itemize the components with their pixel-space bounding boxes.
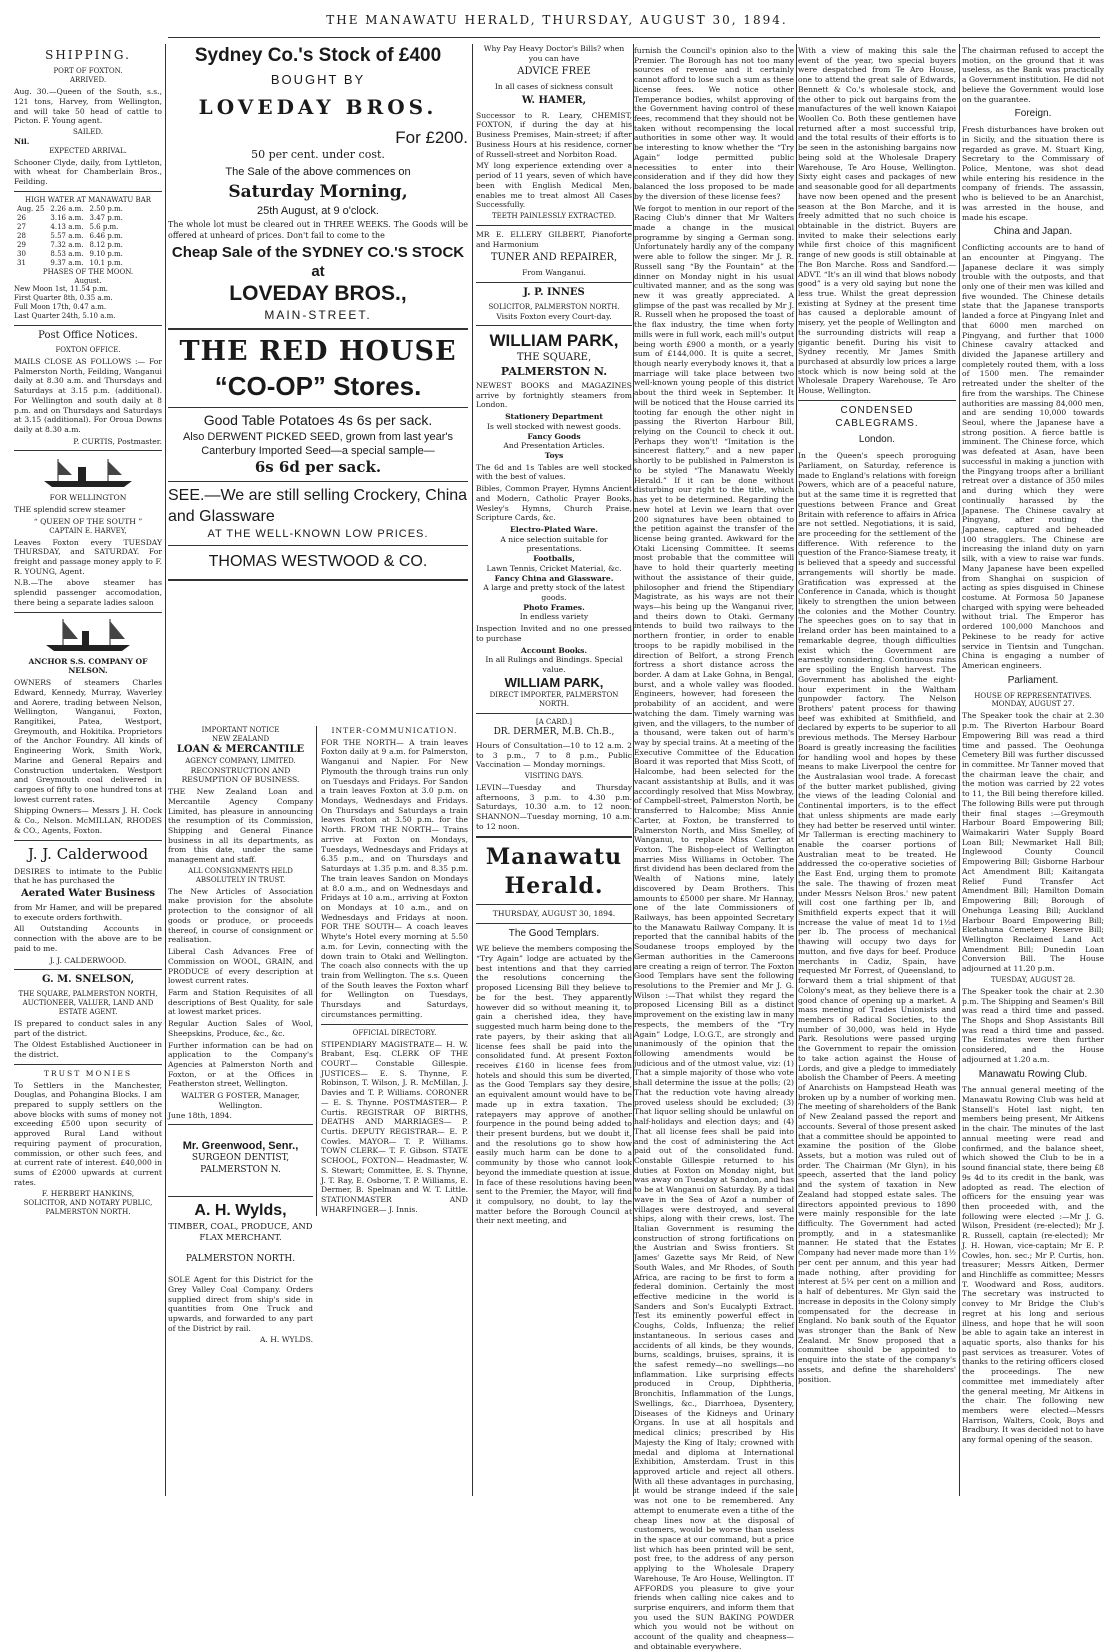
herald-title: Manawatu Herald.: [485, 844, 623, 899]
recon-heading: RECONSTRUCTION AND RESUMPTION OF BUSINESS.: [181, 765, 300, 785]
high-water-cell: 26: [17, 213, 26, 222]
moon-phase: New Moon 1st, 11.54 p.m.: [14, 285, 108, 294]
foster-sign: WALTER G FOSTER, Manager, Wellington.: [181, 1091, 300, 1110]
divider: [14, 612, 162, 613]
further-text: Further information can be had on application to the Company's Agencies at Palmerston North and Foxton, or at the Offices in Featherston street, Wellington.: [168, 1040, 313, 1089]
snelson-text: IS prepared to conduct sales in any part of the district.: [14, 1018, 162, 1038]
high-water-row: [14, 259, 126, 268]
account-heading: Account Books.: [520, 645, 588, 655]
sole-text: SOLE Agent for this District for the Grey Valley Coal Company. Orders supplied direct from ship's side in quantities from One Truck and upwards, and forwarded to any part of the District by rail.: [168, 1275, 313, 1333]
inter-heading: INTER-COMMUNICATION.: [331, 726, 458, 735]
park-square: THE SQUARE,: [516, 352, 592, 364]
high-water-row: [14, 250, 126, 259]
post-office-text: MAILS CLOSE AS FOLLOWS :— For Palmerston North, Feilding, Wanganui daily at 8.30 a.m. and Thursdays and Saturdays at 3.15 p.m. (additional). For Wellington and south daily at 8 p.m. and on Thursdays and Saturdays at 3.15 (additional). For Oroua Downs daily at 8.30 a.m.: [14, 357, 162, 435]
divider: [168, 545, 468, 546]
card-label: [A CARD.]: [535, 718, 572, 727]
drapery-text: With a view of making this sale the event of the year, two special buyers were despatched from Te Aro House, one to attend the great sale of Edwards, Bennett & Co.'s wholesale stock, and the other to pick out bargains from the manufactures of the well known Kaiapoi Woollen Co. Both these gentlemen have returned after a most successful trip, and the total results of their efforts is to be seen in the astonishing bargains now being sold at the Wholesale Drapery Warehouse, Te Aro House, Wellington. Sixty eight cases and packages of new and seasonable good for all departments have now been opened and the present season at the Bon Marche, and it is freely admitted that no such choice is obtainable in the district. Buyers are invited to make their selections early while first choice of this magnificent range of new goods is still obtainable at The Bon Marche. Ross and Sandford.—ADVT. “It's an ill wind that blows nobody good” is a very old saying but none the less true. Whilst the great depression existing at Sydney at the present time has caused a deplorable amount of misery, yet the people of Wellington and the surrounding districts will reap a gigantic benefit. During his visit to Sydney recently, Mr James Smith purchased at absurdly low prices a large stock which is now being sold at the Wholesale Drapery Warehouse, Te Aro House, Wellington.: [798, 46, 956, 396]
fancy-heading: Fancy Goods: [527, 431, 581, 441]
divider: [168, 481, 468, 482]
steamship-icon: [38, 455, 138, 489]
calderwood-heading: J. J. Calderwood: [27, 844, 149, 863]
loveday-heading-2: LOVEDAY BROS.,: [229, 282, 407, 306]
hamer-heading: W. HAMER,: [521, 94, 587, 106]
derwent-text: Also DERWENT PICKED SEED, grown from last year's Canterbury Imported Seed—a special sample—: [182, 431, 454, 458]
divider: [798, 400, 956, 401]
consign-heading: ALL CONSIGNMENTS HELD ABSOLUTELY IN TRUST.: [188, 866, 293, 884]
post-office-sign: P. CURTIS, Postmaster.: [73, 436, 162, 446]
recon-text: THE New Zealand Loan and Mercantile Agency Company Limited, has pleasure in announcing the resumption of its Commission, Shipping and General Finance business in all its departments, as from this date, under the same management and staff.: [168, 787, 313, 865]
steamer-text: THE splendid screw steamer: [14, 505, 126, 515]
june-date: June 18th, 1894.: [168, 1110, 232, 1120]
timber-heading: TIMBER, COAL, PRODUCE, AND FLAX MERCHANT.: [168, 1221, 313, 1243]
divider: [321, 1024, 468, 1025]
high-water-cell: 8.53 a.m.: [50, 249, 84, 258]
moon-phase: Last Quarter 24th, 5.10 a.m.: [14, 312, 116, 321]
divider: [476, 904, 632, 905]
calderwood-text-3: All Outstanding Accounts in connection with the above are to be paid to me.: [14, 924, 162, 953]
inspect-text: Inspection Invited and no one pressed to purchase: [476, 624, 632, 643]
high-water-row: [14, 205, 126, 214]
bibles-text: Bibles, Common Prayer, Hymns Ancient and Modern, Catholic Prayer Books, Wesley's Hymns, Church Praise, Scripture Cards, &c.: [476, 484, 632, 523]
high-water-cell: 2.50 p.m.: [89, 204, 123, 213]
price-for-200: For £200.: [395, 127, 468, 147]
high-water-cell: 7.32 a.m.: [50, 240, 84, 249]
red-house-heading: THE RED HOUSE: [179, 336, 457, 368]
divider: [168, 407, 468, 408]
monday-heading: MONDAY, AUGUST 27.: [991, 700, 1075, 709]
farm-text: Farm and Station Requisites of all descriptions of Best Quality, for sale at lowest market prices.: [168, 987, 313, 1017]
tuner-heading: TUNER AND REPAIRER,: [490, 252, 618, 264]
masthead-title: THE MANAWATU HERALD, THURSDAY, AUGUST 30, 1894.: [326, 13, 788, 27]
high-water-row: [14, 241, 126, 250]
high-water-cell: 3.16 a.m.: [50, 213, 84, 222]
loveday-heading: LOVEDAY BROS.: [198, 94, 438, 119]
main-street: MAIN-STREET.: [264, 307, 372, 322]
aerated-heading: Aerated Water Business: [21, 888, 155, 900]
nz-heading: NEW ZEALAND: [211, 734, 270, 743]
anchor-text: OWNERS of steamers Charles Edward, Kennedy, Murray, Waverley and Aorere, trading between Nelson, Wellington, Wanganui, Foxton, Rangitikei, Patea, Westport, Greymouth, and Hokitika. Proprietors of the Anchor Foundry. All kinds of Engineering Work, Smith Work, Marine and General Repairs and Construction undertaken. Westport and Greymouth coal delivered in cargoes of fifty to one hundred tons at lowest current rates.: [14, 678, 162, 804]
official-text: STIPENDIARY MAGISTRATE— H. W. Brabant, Esq. CLERK OF THE COURT— Constable Gillespie. JUSTICES— E. S. Thynne, F. Robinson, T. Wilson, J. R. McMillan, J. Davies and T. P. Williams. CORONER— E. S. Thynne. POSTMASTER— P. Curtis. REGISTRAR OF BIRTHS, DEATHS AND MARRIAGES— P. Curtis. DEPUTY REGISTRAR— E. P. Cowles. MAYOR— T. P. Williams. TOWN CLERK— T. F. Gibson. STATE SCHOOL, FOXTON— Headmaster, W. S. Stewart; Committee, E. S. Thynne, J. T. Ray, E. Osborne, T. P. Williams, E. Dermer, B. Spelman and W. T. Little. STATIONMASTER AND WHARFINGER— J. Innis.: [321, 1039, 468, 1214]
hankins-role: SOLICITOR, AND NOTARY PUBLIC, PALMERSTON NORTH.: [23, 1199, 153, 1217]
trust-text: To Settlers in the Manchester, Douglas, and Pohangina Blocks. I am prepared to supply settlers on the above blocks with sums of money not exceeding £500 upon security of approved Rural Land without requiring payment of procuration, commission, or other such fees, and at current rate of interest. £40,000 in sums of £2000 upwards at current rates.: [14, 1080, 162, 1187]
electro-heading: Electro-Plated Ware.: [510, 525, 598, 534]
divider: [14, 450, 162, 451]
park-heading: WILLIAM PARK,: [489, 331, 619, 351]
divider: [476, 325, 632, 326]
china-japan-heading: China and Japan.: [993, 226, 1073, 238]
rowing-text: The annual general meeting of the Manawatu Rowing Club was held at Stansell's Hotel last night, ten members being present, Mr Aitkens in the chair. The minutes of the last annual meeting were read and confirmed, and the balance sheet, which showed the Club to be in a sound financial state, there being £8 9s 4d to its credit in the bank, was adopted as read. The election of officers for the ensuing year was then proceeded with, and the following were elected :—Mr J. G. Wilson, President (re-elected); Mr J. R. Russell, captain (re-elected); Mr J. H. Howan, vice-captain; Mr E. P. Cowles, hon. sec.; Mr P. Curtis, hon. treasurer; Messrs Aitken, Dermer and Hinchliffe as committee; Messrs T. Woodward and Ross, auditors. The secretary was instructed to convey to Mr Bridge the Club's regret at his long and serious illness, and hope that he will soon be able to again take an interest in aquatic sports, also thanks for his past services as treasurer. Votes of thanks to the retiring officers closed the proceedings. The new committee met immediately after the general meeting, Mr Aitkens in the chair. The following new members were elected—Messrs Harrison, Walters, Cook, Boys and Bradbury. It was decided not to have any formal opening of the season.: [962, 1085, 1104, 1445]
high-water-cell: 31: [17, 258, 26, 267]
captain-text: CAPTAIN E. HARVEY,: [49, 526, 127, 535]
innes-role: SOLICITOR, PALMERSTON NORTH.: [488, 302, 620, 311]
official-heading: OFFICIAL DIRECTORY.: [352, 1028, 437, 1037]
tuesday-text: The Speaker took the chair at 2.30 p.m. The Shipping and Seamen's Bill was read a third time and passed. The Shops and Shop Assistants Bill was read a third time and passed. The Estimates were then further considered, and the House adjourned at 1.20 a.m.: [962, 986, 1104, 1064]
auction-text: Regular Auction Sales of Wool, Sheepskins, Produce, &c., &c.: [168, 1019, 313, 1038]
china-text: A large and pretty stock of the latest goods.: [483, 583, 625, 603]
high-water-table: [14, 205, 126, 268]
bought-by: BOUGHT BY: [270, 72, 366, 88]
post-office-heading: Post Office Notices.: [38, 330, 138, 342]
column-6: [962, 44, 1104, 1496]
arrived-heading: ARRIVED.: [69, 76, 107, 85]
loan-heading: LOAN & MERCANTILE: [176, 743, 305, 755]
wylds-sign: A. H. WYLDS.: [259, 1335, 313, 1345]
divider: [14, 191, 162, 192]
divider: [14, 1064, 162, 1065]
sydney-heading: Sydney Co.'s Stock of £400: [194, 45, 442, 66]
visiting-text: LEVIN—Tuesday and Thursday afternoons, 3 p.m. to 4.30 p.m. Saturdays, 10.30 a.m. to 12 noon. SHANNON—Tuesday morning, 10 a.m. to 12 noon.: [476, 782, 632, 831]
london-heading: London.: [858, 434, 896, 446]
tuesday-heading: TUESDAY, AUGUST 28.: [990, 975, 1076, 984]
cablegrams-heading: CONDENSED CABLEGRAMS.: [835, 404, 919, 429]
high-water-row: [14, 232, 126, 241]
high-water-cell: 28: [17, 231, 26, 240]
high-water-cell: 6.46 p.m.: [89, 231, 123, 240]
percent-text: 50 per cent. under cost.: [251, 148, 385, 162]
rowing-heading: Manawatu Rowing Club.: [978, 1068, 1088, 1080]
divider: [14, 969, 162, 970]
column-1: [14, 44, 162, 1496]
electro-text: A nice selection suitable for presentations.: [500, 534, 608, 554]
masthead-rule: [168, 37, 1100, 38]
why-pay: Why Pay Heavy Doctor's Bills? when you can have: [483, 44, 625, 63]
foreign-text: Fresh disturbances have broken out in Sicily, and the situation there is regarded as grave. M. Stuart King, Secretary to the Commissary of Police, Mentone, was shot dead while entering his residence in the company of friends. The assassin, who is believed to be an Anarchist, was arrested in the house, and made his escape.: [962, 125, 1104, 222]
divider: [168, 1124, 313, 1125]
footballs-heading: Footballs,: [533, 554, 575, 564]
liberal-text: Liberal Cash Advances Free of Commission on WOOL, GRAIN, and PRODUCE of every description at lowest current rates.: [168, 947, 313, 986]
divider: [476, 282, 632, 283]
arrived-text: Aug. 30.—Queen of the South, s.s., 121 tons, Harvey, from Wellington, and will take 50 head of cattle to Picton. F. Young agent.: [14, 87, 162, 126]
important-notice: IMPORTANT NOTICE: [201, 726, 280, 734]
account-text: In all Rulings and Bindings. Special value.: [485, 655, 623, 675]
teeth-text: TEETH PAINLESSLY EXTRACTED.: [492, 211, 616, 220]
presentation-text: And Presentation Articles.: [503, 441, 605, 451]
divider: [14, 325, 162, 326]
moon-phase: First Quarter 8th, 0.35 a.m.: [14, 294, 113, 303]
shipping-owners: Shipping Owners— Messrs J. H. Cock & Co., Nelson. McMILLAN, RHODES & CO., Agents, Foxton.: [14, 806, 162, 835]
photo-heading: Photo Frames.: [523, 602, 585, 612]
high-water-cell: 27: [17, 222, 26, 231]
nil-text: Nil.: [14, 137, 30, 147]
high-water-row: [14, 214, 126, 223]
masthead: [0, 0, 1114, 40]
trust-heading: TRUST MONIES: [43, 1068, 133, 1078]
moon-phase: Full Moon 17th, 0.47 a.m.: [14, 303, 107, 312]
monday-text: The Speaker took the chair at 2.30 p.m. The Riverton Harbour Board Empowering Bill was read a third time and passed. The Oeohunga Cemetery Bill was further discussed in committee. Mr Tanner moved that the chairman leave the chair, and the motion was carried by 22 votes to 11, the Bill being therefore killed. The following Bills were put through their final stages :—Greymouth Harbour Board Empowering Bill; Waimakariri Water Supply Board Loan Bill; Newmarket Hall Bill; Inglewood County Council Empowering Bill; Gisborne Harbour Act Amendment Bill; Kaitangata Relief Fund Transfer Act Amendment Bill; Hamilton Domain Empowering Bill; Borough of Onehunga Leasing Bill; Auckland Harbour Board Empowering Bill; Eketahuna Cemetery Reserve Bill; Wellington Reclaimed Land Act Amendment Bill; Dunedin Loan Conversion Bill. The House adjourned at 11.20 p.m.: [962, 711, 1104, 974]
house-heading: HOUSE OF REPRESENTATIVES.: [974, 691, 1092, 700]
china-japan-text: Conflicting accounts are to hand of an encounter at Pingyang. The Japanese declare it was simply trouble with the outposts, and that only one of their men was killed and five wounded. The Chinese details state that the Japanese transports landed a force at Pingyang Inlet and that 6000 men marched on Pingyang, and further that 1000 Chinese cavalry attacked and divided the Japanese artillery and completely routed them, with a loss of 1500 men. The remainder retreated under the shelter of the fire from the warships. The Chinese authorities are massing 84,000 men, and are sending 10,000 towards Seoul, where the Japanese have a strong position. A fierce battle is imminent. The Chinese force, which was defeated at Asan, have been successful in making a junction with the Pingyang troops after a brilliant retreat over a distance of 350 miles and during which they were continually harassed by the Japanese. The Chinese cavalry at Pingyang, after routing the Japanese, captured and beheaded 100 stragglers. The Chinese are increasing the inland duty on yarn silk, with a view to raise war funds. Many Japanese have been expelled from Shanghai on suspicion of acting as spies disguised in Chinese costume. At Formosa 50 Japanese charged with spying were beheaded without trial. The Emperor has ordered 100,000 Manchoos and Pekinese to be ready for active service in Tientsin and Tungchan. China is engaging a number of American engineers.: [962, 243, 1104, 670]
hankins-heading: F. HERBERT HANKINS,: [41, 1189, 135, 1199]
toys-text: The 6d and 1s Tables are well stocked with the best of values.: [476, 462, 632, 482]
high-water-cell: 5.6 p.m.: [89, 222, 119, 231]
divider: [476, 225, 632, 226]
books-text: NEWEST BOOKS and MAGAZINES arrive by fortnightly steamers from London.: [476, 380, 632, 410]
column-rule: [959, 44, 960, 1496]
high-water-cell: Aug. 25: [17, 204, 45, 213]
divider: [14, 840, 162, 841]
wanganui-text: From Wanganui.: [522, 268, 586, 278]
innes-heading: J. P. INNES: [523, 286, 585, 298]
cheap-heading: Cheap Sale of the SYDNEY CO.'S STOCK at: [171, 243, 465, 280]
port-heading: PORT OF FOXTON.: [53, 67, 123, 76]
calderwood-text: DESIRES to intimate to the Public that he has purchased the: [14, 866, 162, 886]
advice-heading: ADVICE FREE: [517, 66, 591, 78]
high-water-row: [14, 223, 126, 232]
park-palmerston: PALMERSTON N.: [500, 364, 608, 378]
sailing-ship-icon: [38, 617, 138, 653]
snelson-text-2: The Oldest Established Auctioneer in the district.: [14, 1040, 162, 1060]
ellery-text: MR E. ELLERY GILBERT, Pianoforte and Harmonium: [476, 229, 632, 249]
articles-text: The New Articles of Association make provision for the absolute protection to the consignor of all goods or produce, or proceeds thereof, in course of consignment or realisation.: [168, 886, 313, 945]
foreign-heading: Foreign.: [1014, 108, 1052, 120]
high-water-heading: HIGH WATER AT MANAWATU BAR: [24, 195, 152, 204]
high-water-cell: 4.13 a.m.: [50, 222, 84, 231]
stationery-text: Is well stocked with newest goods.: [487, 421, 621, 431]
inter-communication: [316, 726, 468, 1216]
high-water-cell: 9.37 a.m.: [50, 258, 84, 267]
high-water-cell: 30: [17, 249, 26, 258]
wylds-heading: A. H. Wylds,: [194, 1202, 287, 1220]
saturday-heading: Saturday Morning,: [228, 182, 408, 203]
greenwood-heading: Mr. Greenwood, Senr.,: [182, 1140, 299, 1153]
divider: [168, 579, 468, 581]
calderwood-text-2: from Mr Hamer, and will be prepared to execute orders forthwith.: [14, 902, 162, 922]
queen-title: “ QUEEN OF THE SOUTH ”: [33, 516, 143, 526]
for-wellington-heading: FOR WELLINGTON: [49, 493, 127, 503]
experience-text: MY long experience extending over a period of 11 years, seven of which have been with English Medical Men, enables me to treat almost All Cases Successfully.: [476, 161, 632, 210]
august-label: August.: [74, 276, 102, 285]
dermer-heading: DR. DERMER, M.B. Ch.B.,: [493, 727, 615, 738]
parliament-heading: Parliament.: [1007, 674, 1059, 686]
photo-text: In endless variety: [519, 612, 589, 622]
high-water-cell: 8.12 p.m.: [89, 240, 123, 249]
divider: [476, 923, 632, 924]
chairman-text: The chairman refused to accept the motion, on the ground that it was useless, as the Bank was practically a Government institution. He did not believe the Government would lose on the guarantee.: [962, 46, 1104, 104]
low-prices: AT THE WELL-KNOWN LOW PRICES.: [207, 528, 429, 541]
high-water-cell: 3.47 p.m.: [89, 213, 123, 222]
hamer-text: Successor to R. Leary, CHEMIST, FOXTON, if during the day at his Business Premises, Main-street; if after Business Hours at his residence, corner of Russell-street and Norbiton Road.: [476, 110, 632, 159]
divider: [168, 328, 468, 330]
moon-heading: PHASES OF THE MOON.: [42, 267, 134, 276]
expected-text: Schooner Clyde, daily, from Lyttleton, with wheat for Chamberlain Bros., Feilding.: [14, 157, 162, 187]
snelson-role: AUCTIONEER, VALUER, LAND AND ESTATE AGENT.: [22, 999, 154, 1016]
column-rule: [796, 44, 797, 1496]
hours-text: Hours of Consultation—10 to 12 a.m. 2 to 3 p.m., 7 to 8 p.m., Public Vaccination — Monday mornings.: [476, 740, 632, 770]
potatoes-heading: Good Table Potatoes 4s 6s per sack.: [203, 412, 433, 429]
dentist-heading: SURGEON DENTIST,: [191, 1153, 290, 1164]
post-office-sub: FOXTON OFFICE.: [55, 346, 121, 355]
palmerston-north: PALMERSTON NORTH.: [185, 1253, 296, 1264]
toys-heading: Toys: [544, 450, 564, 460]
whole-text: The whole lot must be cleared out in THREE WEEKS. The Goods will be offered at unheard of prices. Don't fail to come to the: [168, 220, 468, 240]
high-water-cell: 29: [17, 240, 26, 249]
nz-loan-ad: [168, 726, 313, 1345]
column-rule: [165, 44, 166, 1496]
local-news-text: We forgot to mention in our report of the Racing Club's dinner that Mr Walters made a change in the musical programme by singing a German song. Unfortunately hardly any of the company were able to follow the singer. Mr J. R. Russell sang “By the Fountain” at the dinner on Monday night in his usual cultivated manner, and as the song was new it was greatly appreciated. A glimpse of the past was recalled by Mr J. R. Russell when he proposed the toast of the flax industry, the time when forty mills were in full work, each mill's output being worth £900 a month, or a yearly sum of £144,000. It is quite a secret, though nearly everybody knows it, that a marriage will take place between two well-known young people of this district about the third week in September. It will be noticed that the House carried its tooting far enough the other night in passing the Riverton Harbour Bill, relying on the Council to check it out. Perhaps they won't! “Imitation is the sincerest flattery,” and a new paper shortly to be published in Palmerston is to be styled “The Manawatu Weekly Herald.” If it can be done without disturbing our right to the title, which has yet to be determined. Regarding the new hotel at Levin we learn that over 200 signatures have been obtained to the petition against the transfer of the license being granted. Awkward for the Otaki Licensing Committee. It seems most probable that the committee will have to hold their quarterly meeting without the assistance of their guide, philosopher and friend the Stipendiary Magistrate, as his ways are not their ways—his being up the Wanganui river, and theirs down to Otaki. Germany intends to build two railways to the northern frontier, in order to enable troops to be rapidly mobilised in the direction of Belfort, a strong French fortress a short distance across the border. A dam at Lake Gohna, in Bengal, burst, and a whole valley was flooded. Engineers, however, had foreseen the probability of an accident, and were watching the dam. Timely warning was given, and the villagers, to the number of a thousand, were taken out of harm's way by special trains. At a meeting of the Executive Committee of the Education Board it was reported that Miss Scott, of Halcombe, had been selected for the vacant assistantship at Bulls, and it was accordingly resolved that Miss Mowbray, of Campbell-street, Palmerston North, be transferred to Halcombe; Miss Annie Carter, at Foxton, be transferred to Palmerston North, and Miss Smelley, of Wanganui, to replace Miss Carter at Foxton. The Bishop-elect of Wellington marries Miss Williams in October. The first dividend has been declared from the Wealth of Nations mine, lately discovered by Deam Brothers. This amounts to £5000 per share. Mr Hannay, one of the late Commissioners of Railways, has been appointed Secretary to the Manawatu Railway Company. It is reported that the cannibal habits of the Soudanese troops employed by the German authorities in the Cameroons are creating a reign of terror. The Foxton Good Templars have sent the following resolutions to the Premier and Mr J. G. Wilson :—That whilst they regard the proposed Licensing Bill as a distinct improvement on the existing law in many respects, the members of the “Try Again” Lodge, I.O.G.T., are strongly and unanimously of the opinion that the following amendments would be judicious and of the utmost value, viz: (1) That a simple majority of those who vote shall determine the issue at the polls; (2) That the reduction vote having already proved useless should be excluded; (3) That liquor selling should be unlawful on half-holidays and election days; and (4) That all license fees shall be paid into and the cost of administering the Act paid out of the consolidated fund. Constable Gillespie returned to his duties at Foxton on Monday night, but was away on Tuesday at Sandon, and has to be at Wanganui on Saturday. By a tidal wave in the Sea of Azof a number of villages were destroyed, and several ships, along with their crews, lost. The Italian Government is resuming the construction of strong fortifications on the Austrian and Swiss frontiers. St James' Gazette says Mr Reid, of New South Wales, and Mr Rhodes, of South Africa, are racing to be first to form a federal dominion. Certainly the most effective medicine in the world is Sanders and Son's Eucalypti Extract. Test its eminently powerful effect in Coughs, Colds, Influenza; the relief instantaneous. In serious cases and accidents of all kinds, be they wounds, burns, scaldings, bruises, sprains, it is the safest remedy—no swellings—no inflammation. Like surprising effects produced in Croup, Diphtheria, Bronchitis, Inflammation of the Lungs, Swellings, &c., Diarrhoea, Dysentery, Diseases of the Kidneys and Urinary Organs. In use at all hospitals and medical clinics; prescribed by His Majesty the King of Italy; crowned with medal and diploma at International Exhibition, Amsterdam. Trust in this approved article and reject all others. With all these advantages in purchasing, it would be strange indeed if the sale was not one to be remembered. Any attempt to enumerate even a tithe of the cheap lines now at the disposal of customers, would be worse than useless in the space at our command, but a price list which has been printed will be sent, post free, to the address of any person applying to the Wholesale Drapery Warehouse, Te Aro House, Wellington. IT AFFORDS you pleasure to give your friends when calling nice cakes and to surprise enquirers, and inform them that you used the SUN BAKING POWDER which you would not be without on account of the quality and cheapness—and obtainable everywhere.: [634, 203, 794, 1651]
snelson-address: THE SQUARE, PALMERSTON NORTH,: [18, 990, 158, 999]
moon-list: [14, 285, 162, 321]
column-3: [476, 44, 632, 1496]
lawn-text: Lawn Tennis, Cricket Material, &c.: [486, 563, 622, 573]
see-heading: SEE.—We are still selling Crockery, China and Glassware: [168, 487, 468, 525]
leaves-text: Leaves Foxton every TUESDAY THURSDAY, and SATURDAY. For freight and passage money apply to F. R. YOUNG, Agent.: [14, 537, 162, 576]
sailed-heading: SAILED.: [73, 128, 103, 137]
visiting-heading: VISITING DAYS.: [524, 771, 584, 780]
westwood-heading: THOMAS WESTWOOD & CO.: [208, 553, 428, 571]
high-water-cell: 9.10 p.m.: [89, 249, 123, 258]
herald-date: THURSDAY, AUGUST 30, 1894.: [492, 908, 616, 918]
date-text: 25th August, at 9 o'clock.: [257, 205, 379, 218]
column-4: [634, 44, 794, 1651]
cases-text: In all cases of sickness consult: [494, 82, 614, 92]
templars-text: WE believe the members composing the “Try Again” lodge are actuated by the best intentions and that they carried the resolutions concerning the proposed Licensing Bill they believe to be for the best. They apparently however did so without meaning it, to gain a cherished idea, they have suggested much harm being done to the rate payers, by their asking that all license fees shall be paid into the consolidated fund. At present Foxton receives £160 in license fees from hotels and should this sum be diverted, as the Good Templars say they desire, an equivalent amount would have to be made up in extra taxation. The ratepayers may approve of another fourpence in the pound being added to their present burdens, but we doubt it, and the resolutions go to show how easily much harm can be done to a community by those who cannot look beyond the immediate question at issue. In face of these resolutions having been sent to the Premier, the Mayor, will find it compulsory, no doubt, to lay the matter before the Borough Council at their next meeting, and: [476, 944, 632, 1226]
inter-text: FOR THE NORTH— A train leaves Foxton daily at 9 a.m. for Palmerston, Wanganui and Napier. For New Plymouth the through trains run only on Tuesdays and Fridays. For Sandon a train leaves Foxton at 3.0 p.m. on Mondays, Wednesdays and Fridays. On Thursdays and Saturdays a train leaves Foxton at 3.50 p.m. for the North. FROM THE NORTH— Trains arrive at Foxton on Mondays, Tuesdays, Wednesdays and Fridays at 6.35 p.m., and on Thursdays and Saturdays at 1.35 p.m. and 8.35 p.m. The train leaves Sandon on Mondays at 8.0 a.m., and on Wednesdays and Fridays at 10 a.m., arriving at Foxton on Mondays at 10 a.m., and on Wednesdays and Fridays at noon. FOR THE SOUTH— A coach leaves Whyte's Hotel every morning at 5.50 a.m. for Levin, connecting with the down train to Otaki and Wellington. The coach also connects with the up train from Wellington. The s.s. Queen of the South leaves the Foxton wharf for Wellington on Tuesdays, Thursdays and Saturdays, circumstances permitting.: [321, 737, 468, 1019]
high-water-cell: 5.57 a.m.: [50, 231, 84, 240]
expected-heading: EXPECTED ARRIVAL.: [49, 146, 127, 155]
china-heading: Fancy China and Glassware.: [494, 573, 614, 583]
column-2: [168, 44, 468, 1496]
article-text: furnish the Council's opinion also to the Premier. The Borough has not too many sources of revenue and it certainly cannot afford to lose such a sum as these license fees. We notice other Temperance bodies, whilst approving of the Government having control of these fees, recommend that they should not be taken without recompensing the local authorities in some other way. It would be interesting to know whether the “Try Again” lodge permitted public necessities to enter into their consideration and if they did how they balanced the loss proposed to be made by the diversion of these license fees?: [634, 46, 794, 201]
column-rule: [472, 44, 473, 1496]
price-heading: 6s 6d per sack.: [254, 458, 382, 477]
anchor-heading: ANCHOR S.S. COMPANY OF NELSON.: [28, 656, 148, 676]
high-water-cell: 2.26 a.m.: [50, 204, 84, 213]
calderwood-sign: J. J. CALDERWOOD.: [49, 955, 127, 965]
shipping-heading: SHIPPING.: [45, 48, 131, 62]
stationery-heading: Stationery Department: [505, 412, 603, 422]
agency-heading: AGENCY COMPANY, LIMITED.: [185, 756, 296, 765]
nb-text: N.B.—The above steamer has splendid passenger accomodation, there being a separate ladies saloon: [14, 578, 162, 607]
divider: [476, 836, 632, 838]
column-5: [798, 44, 956, 1496]
divider: [168, 1196, 313, 1197]
palmerston-n: PALMERSTON N.: [200, 1164, 281, 1175]
cablegram-text: In the Queen's speech proroguing Parliament, on Saturday, reference is made to England's relations with foreign Powers, which are of a peaceful nature, but at the same time it is regretted that questions between France and Great Britain with reference to affairs in Africa are not settled. Negotiations, it is said, are proceeding for the settlement of the difference. With reference to the question of the Franco-Siamese treaty, it is believed that a speedy and successful arrangements will shortly be made. Gratification was expressed at the Conference in Canada, which is thought likely to strengthen the union between the colonies and the Mother Country. The speeches goes on to say that in Ireland order has been maintained to a remarkable degree, though difficulties exist which the Government are earnestly considering. Continuous rains are spoiling the English harvest. The Government has abolished the eight-hour experiment in the Waltham gunpowder factory. The Nelson Brothers' patent process for thawing beef was exhibited at Smithfield, and declared by experts to be superior to all previous methods. The Mersey Harbour Board is greatly increasing the facilities for handling wool and hopes by these means to make Liverpool the centre for the Australasian wool trade. A forecast of the butter market published, giving the views of the leading Colonial and Continental importers, is to the effect that unless shipments are made early they had better be reserved until winter. Mr Tallerman is erecting machinery to enable the coarser portions of Australian meat to be treated. He addressed the co-operative societies of the East End, urging them to promote the sale. The thawing of frozen meat under Messrs Nelson Bros.' new patent will cost one farthing per lb, and Smithfield experts expect that it will increase the value of meat 1d to 1½d per lb. The process of mechanical thawing will occupy two days for mutton, and five days for beef. Produce merchants in Cadiz, Spain, have requested Mr Forrest, of Queensland, to forward them a trial shipment of that Colony's meat, as they believe there is a good chance of opening up a market. A mass meeting of Trades Unionists and members of Radical Societies, to the number of 30,000, was held in Hyde Park. Resolutions were passed urging the Government to repair the omission to take action against the House of Lords, and give a pledge to immediately abolish the Chamber of Peers. A meeting of Anarchists on Hampstead Heath was broken up by a number of working men. The meeting of shareholders of the Bank of New Zealand passed the report and accounts. Several of those present asked that a committee should be appointed to examine the position of the Globe Assets, but a motion was ruled out of order. The Chairman (Mr Glyn), in his speech, asserted that the land policy and the system of taxation in New Zealand had stopped estate sales. The directors appointed previous to 1890 were mainly responsible for the late difficulty. The Government had acted promptly, and in a statesmanlike manner. He stated that the Estates Company had never made more than 1½ per cent per annum, and this year had made nothing, after providing for interest at 5¼ per cent on a million and a half of debentures. Mr Glyn said the increase in deposits in the Colony simply compensated for the decrease in England. No bank south of the Equator was stronger than the Bank of New Zealand. Mr Snow proposed that a committee should be appointed to enquire into the state of the company's assets, and define the shareholders' position.: [798, 451, 956, 1384]
sale-text: The Sale of the above commences on: [225, 166, 411, 179]
direct-importer: DIRECT IMPORTER, PALMERSTON NORTH.: [489, 691, 619, 709]
innes-visits: Visits Foxton every Court-day.: [496, 311, 612, 321]
park-heading-2: WILLIAM PARK,: [504, 674, 604, 690]
coop-heading: “CO-OP” Stores.: [214, 370, 422, 401]
templars-heading: The Good Templars.: [508, 927, 600, 939]
divider: [476, 713, 632, 714]
snelson-heading: G. M. SNELSON,: [41, 974, 135, 986]
high-water-cell: 10.1 p.m.: [89, 258, 123, 267]
